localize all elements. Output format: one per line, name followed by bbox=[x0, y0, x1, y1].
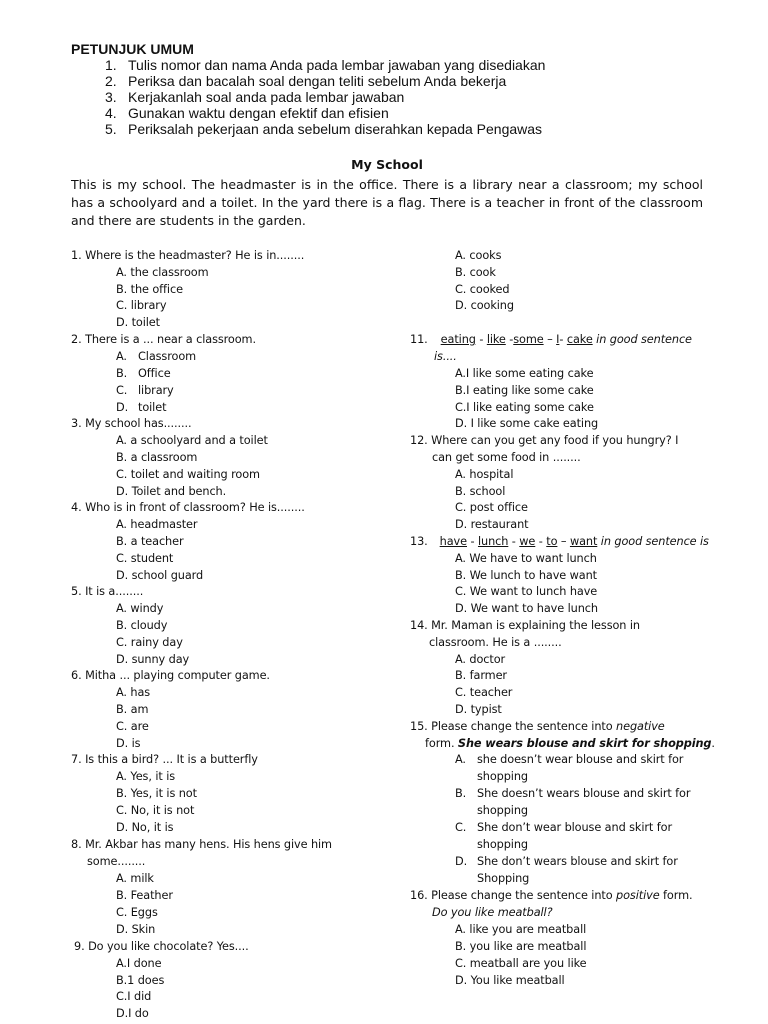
question-6: 6. Mitha ... playing computer game. bbox=[71, 669, 270, 682]
q6-option-b[interactable]: B. am bbox=[116, 703, 149, 716]
q15-option-c-continued[interactable]: shopping bbox=[477, 838, 528, 851]
instruction-number: 5. bbox=[105, 121, 117, 137]
q8-option-a[interactable]: A. milk bbox=[116, 872, 154, 885]
reading-passage: This is my school. The headmaster is in the office. There is a library near a classroom; my school has a schoolyard and a toilet. In the yard there is a flag. There is a teacher in front of the classroom and there are students in the garden. bbox=[71, 177, 703, 228]
instruction-number: 3. bbox=[105, 89, 117, 105]
q10-option-b[interactable]: B. cook bbox=[455, 266, 496, 279]
source-sentence: She wears blouse and skirt for shopping bbox=[457, 737, 712, 750]
q3-option-a[interactable]: A. a schoolyard and a toilet bbox=[116, 434, 268, 447]
q1-option-a[interactable]: A. the classroom bbox=[116, 266, 209, 279]
option-text: Office bbox=[138, 367, 171, 380]
question-text: form. bbox=[659, 889, 693, 902]
option-label: D. bbox=[116, 401, 129, 414]
scrambled-word: to bbox=[546, 535, 558, 548]
scrambled-word: we bbox=[519, 535, 536, 548]
q7-option-a[interactable]: A. Yes, it is bbox=[116, 770, 176, 783]
q15-option-a[interactable] bbox=[455, 752, 683, 768]
q1-option-d[interactable]: D. toilet bbox=[116, 316, 160, 329]
scrambled-word: lunch bbox=[477, 535, 509, 548]
scrambled-word: want bbox=[569, 535, 598, 548]
question-9: 9. Do you like chocolate? Yes.... bbox=[74, 940, 249, 953]
question-number: 11. bbox=[410, 333, 428, 346]
q14-option-a[interactable]: A. doctor bbox=[455, 653, 506, 666]
question-2: 2. There is a ... near a classroom. bbox=[71, 333, 256, 346]
question-text: . bbox=[711, 737, 715, 750]
scrambled-word: I bbox=[556, 333, 560, 346]
q12-option-a[interactable]: A. hospital bbox=[455, 468, 514, 481]
question-1: 1. Where is the headmaster? He is in........ bbox=[71, 249, 305, 262]
q8-option-d[interactable]: D. Skin bbox=[116, 923, 156, 936]
q11-option-b[interactable]: B.I eating like some cake bbox=[455, 384, 594, 397]
word-separator: - bbox=[467, 535, 478, 548]
instruction-text: Tulis nomor dan nama Anda pada lembar jawaban yang disediakan bbox=[128, 57, 546, 73]
option-label: B. bbox=[455, 787, 467, 800]
question-number: 13. bbox=[410, 535, 428, 548]
scrambled-word: cake bbox=[566, 333, 593, 346]
q15-option-b-continued[interactable]: shopping bbox=[477, 804, 528, 817]
q11-option-c[interactable]: C.I like eating some cake bbox=[455, 401, 594, 414]
q15-option-d-continued[interactable]: Shopping bbox=[477, 872, 530, 885]
q5-option-c[interactable]: C. rainy day bbox=[116, 636, 183, 649]
scrambled-word: like bbox=[486, 333, 506, 346]
q15-option-b[interactable] bbox=[455, 786, 690, 802]
q14-option-c[interactable]: C. teacher bbox=[455, 686, 513, 699]
q2-option-d[interactable] bbox=[116, 400, 166, 416]
word-separator: - bbox=[508, 535, 520, 548]
question-instruction: in good sentence bbox=[592, 333, 692, 346]
q3-option-d[interactable]: D. Toilet and bench. bbox=[116, 485, 227, 498]
question-text: 15. Please change the sentence into bbox=[410, 720, 617, 733]
q10-option-d[interactable]: D. cooking bbox=[455, 299, 514, 312]
q1-option-b[interactable]: B. the office bbox=[116, 283, 183, 296]
question-11 bbox=[410, 332, 692, 348]
option-text: she doesn’t wear blouse and skirt for bbox=[477, 753, 684, 766]
q16-option-a[interactable]: A. like you are meatball bbox=[455, 923, 587, 936]
q7-option-d[interactable]: D. No, it is bbox=[116, 821, 174, 834]
q7-option-c[interactable]: C. No, it is not bbox=[116, 804, 195, 817]
reading-title: My School bbox=[351, 157, 423, 172]
word-separator: – bbox=[543, 333, 557, 346]
question-14-continued: classroom. He is a ........ bbox=[429, 636, 562, 649]
word-separator: - bbox=[559, 333, 567, 346]
q4-option-a[interactable]: A. headmaster bbox=[116, 518, 198, 531]
instruction-text: Periksalah pekerjaan anda sebelum diserahkan kepada Pengawas bbox=[128, 121, 543, 137]
q6-option-c[interactable]: C. are bbox=[116, 720, 149, 733]
question-11-continued: is.... bbox=[434, 350, 457, 363]
q14-option-b[interactable]: B. farmer bbox=[455, 669, 507, 682]
emphasis-word: negative bbox=[616, 720, 665, 733]
instruction-text: Periksa dan bacalah soal dengan teliti sebelum Anda bekerja bbox=[128, 73, 507, 89]
question-instruction: in good sentence is bbox=[597, 535, 709, 548]
q5-option-b[interactable]: B. cloudy bbox=[116, 619, 168, 632]
option-text: library bbox=[138, 384, 174, 397]
question-15-continued bbox=[425, 736, 715, 752]
q15-option-d[interactable] bbox=[455, 854, 678, 870]
word-separator: – bbox=[557, 535, 570, 548]
q7-option-b[interactable]: B. Yes, it is not bbox=[116, 787, 197, 800]
instruction-number: 1. bbox=[105, 57, 117, 73]
q15-option-c[interactable] bbox=[455, 820, 672, 836]
question-4: 4. Who is in front of classroom? He is........ bbox=[71, 501, 305, 514]
q13-option-d[interactable]: D. We want to have lunch bbox=[455, 602, 598, 615]
q11-option-d[interactable]: D. I like some cake eating bbox=[455, 417, 599, 430]
q10-option-a[interactable]: A. cooks bbox=[455, 249, 502, 262]
q5-option-d[interactable]: D. sunny day bbox=[116, 653, 190, 666]
q2-option-a[interactable] bbox=[116, 349, 196, 365]
option-label: A. bbox=[116, 350, 127, 363]
question-14: 14. Mr. Maman is explaining the lesson in bbox=[410, 619, 640, 632]
instructions-heading: PETUNJUK UMUM bbox=[71, 41, 194, 57]
q15-option-a-continued[interactable]: shopping bbox=[477, 770, 528, 783]
q3-option-c[interactable]: C. toilet and waiting room bbox=[116, 468, 260, 481]
question-3: 3. My school has........ bbox=[71, 417, 192, 430]
q13-option-b[interactable]: B. We lunch to have want bbox=[455, 569, 597, 582]
q9-option-c[interactable]: C.I did bbox=[116, 990, 152, 1003]
q14-option-d[interactable]: D. typist bbox=[455, 703, 502, 716]
q3-option-b[interactable]: B. a classroom bbox=[116, 451, 198, 464]
q13-option-c[interactable]: C. We want to lunch have bbox=[455, 585, 598, 598]
q16-option-b[interactable]: B. you like are meatball bbox=[455, 940, 587, 953]
q6-option-d[interactable]: D. is bbox=[116, 737, 141, 750]
option-label: C. bbox=[455, 821, 467, 834]
option-text: She doesn’t wears blouse and skirt for bbox=[477, 787, 691, 800]
option-text: Classroom bbox=[138, 350, 197, 363]
question-15 bbox=[410, 719, 665, 735]
question-12-continued: can get some food in ........ bbox=[432, 451, 581, 464]
word-separator: - bbox=[505, 333, 514, 346]
question-12: 12. Where can you get any food if you hungry? I bbox=[410, 434, 679, 447]
question-text: 16. Please change the sentence into bbox=[410, 889, 617, 902]
q6-option-a[interactable]: A. has bbox=[116, 686, 151, 699]
word-separator: - bbox=[475, 333, 487, 346]
q2-option-b[interactable] bbox=[116, 366, 171, 382]
option-text: She don’t wears blouse and skirt for bbox=[477, 855, 678, 868]
word-separator: - bbox=[535, 535, 547, 548]
option-text: She don’t wear blouse and skirt for bbox=[477, 821, 672, 834]
q4-option-c[interactable]: C. student bbox=[116, 552, 174, 565]
option-label: C. bbox=[116, 384, 128, 397]
option-label: B. bbox=[116, 367, 128, 380]
q16-option-c[interactable]: C. meatball are you like bbox=[455, 957, 587, 970]
instruction-text: Kerjakanlah soal anda pada lembar jawaban bbox=[128, 89, 405, 105]
q11-option-a[interactable]: A.I like some eating cake bbox=[455, 367, 594, 380]
q8-option-b[interactable]: B. Feather bbox=[116, 889, 173, 902]
q13-option-a[interactable]: A. We have to want lunch bbox=[455, 552, 597, 565]
question-8-continued: some........ bbox=[87, 855, 146, 868]
option-label: D. bbox=[455, 855, 468, 868]
q5-option-a[interactable]: A. windy bbox=[116, 602, 164, 615]
q12-option-d[interactable]: D. restaurant bbox=[455, 518, 529, 531]
q9-option-b[interactable]: B.1 does bbox=[116, 974, 165, 987]
scrambled-word: have bbox=[439, 535, 467, 548]
question-8: 8. Mr. Akbar has many hens. His hens give him bbox=[71, 838, 332, 851]
q16-option-d[interactable]: D. You like meatball bbox=[455, 974, 565, 987]
question-text: form. bbox=[425, 737, 458, 750]
q9-option-d[interactable]: D.I do bbox=[116, 1007, 149, 1020]
instruction-number: 4. bbox=[105, 105, 117, 121]
scrambled-word: some bbox=[513, 333, 544, 346]
option-label: A. bbox=[455, 753, 466, 766]
q10-option-c[interactable]: C. cooked bbox=[455, 283, 510, 296]
question-13 bbox=[410, 534, 709, 550]
q4-option-d[interactable]: D. school guard bbox=[116, 569, 204, 582]
q8-option-c[interactable]: C. Eggs bbox=[116, 906, 158, 919]
q12-option-c[interactable]: C. post office bbox=[455, 501, 528, 514]
q4-option-b[interactable]: B. a teacher bbox=[116, 535, 184, 548]
question-7: 7. Is this a bird? ... It is a butterfly bbox=[71, 753, 258, 766]
option-text: toilet bbox=[138, 401, 167, 414]
instruction-text: Gunakan waktu dengan efektif dan efisien bbox=[128, 105, 389, 121]
q1-option-c[interactable]: C. library bbox=[116, 299, 167, 312]
q9-option-a[interactable]: A.I done bbox=[116, 957, 162, 970]
q12-option-b[interactable]: B. school bbox=[455, 485, 506, 498]
scrambled-word: eating bbox=[440, 333, 476, 346]
instruction-number: 2. bbox=[105, 73, 117, 89]
question-16 bbox=[410, 888, 692, 904]
q2-option-c[interactable] bbox=[116, 383, 174, 399]
emphasis-word: positive bbox=[616, 889, 660, 902]
question-5: 5. It is a........ bbox=[71, 585, 144, 598]
source-sentence: Do you like meatball? bbox=[432, 906, 553, 919]
